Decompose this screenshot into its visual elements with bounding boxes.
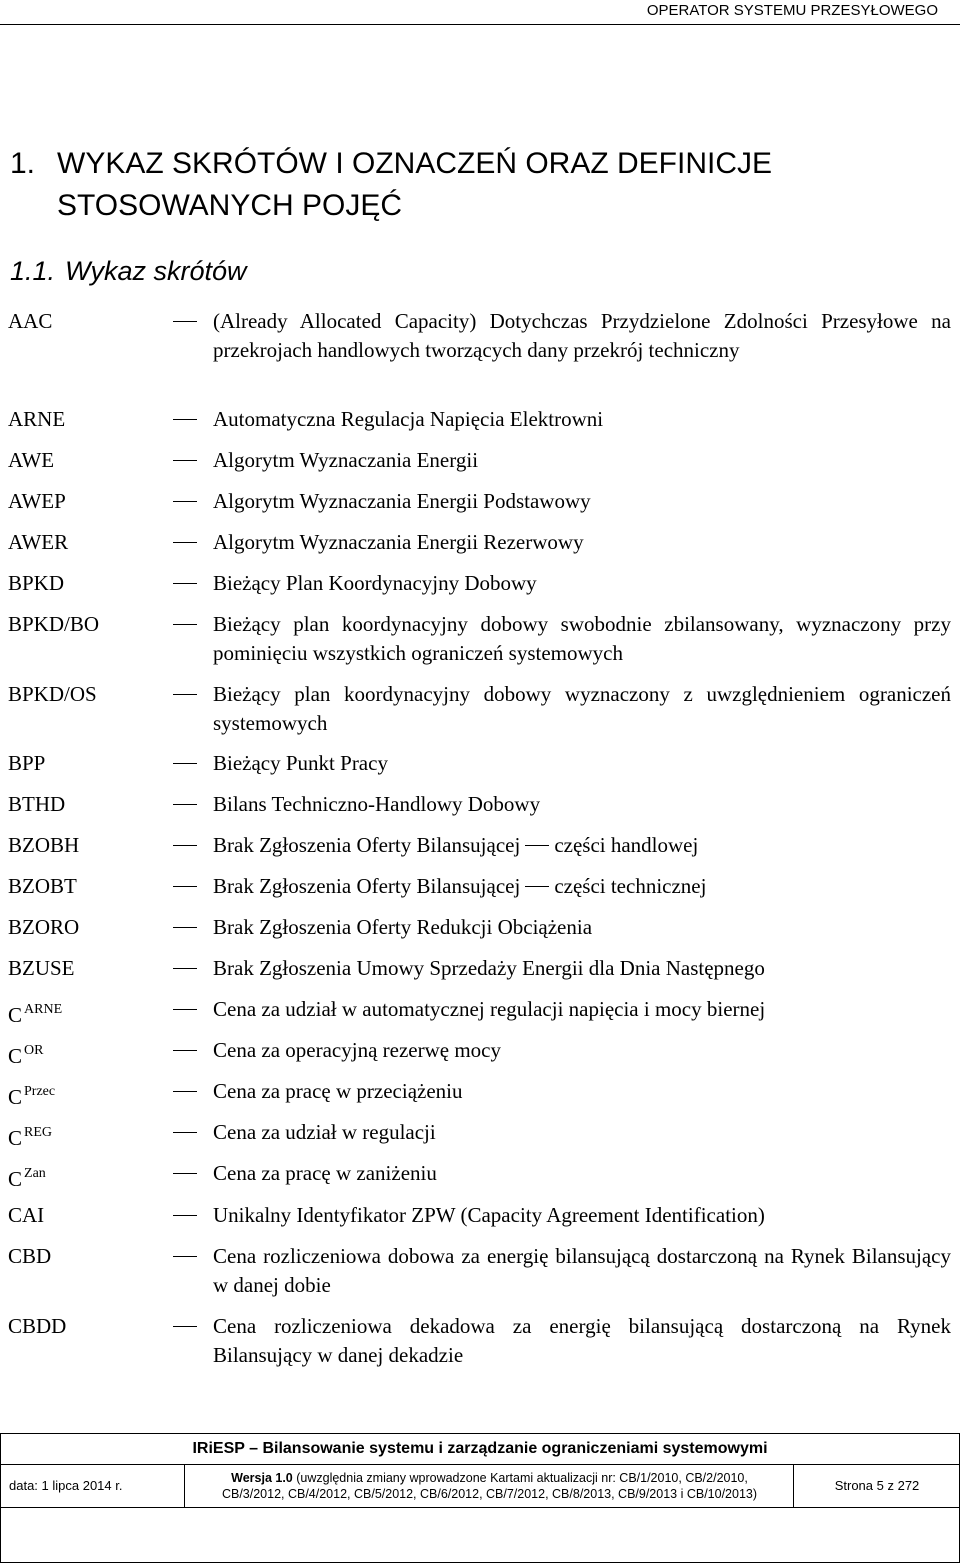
definition-part: Brak Zgłoszenia Oferty Bilansującej	[213, 833, 521, 857]
abbreviation-term: BPKD/OS	[8, 682, 97, 706]
dash-separator	[173, 886, 197, 887]
dash-separator	[173, 1009, 197, 1010]
header-title: OPERATOR SYSTEMU PRZESYŁOWEGO	[646, 2, 938, 19]
dash-separator	[173, 583, 197, 584]
abbreviation-definition: Cena za pracę w zaniżeniu	[213, 1161, 437, 1185]
version-text-1: (uwzględnia zmiany wprowadzone Kartami aktualizacji nr: CB/1/2010, CB/2/2010,	[292, 1471, 748, 1485]
abbreviation-term: AWEP	[8, 489, 66, 513]
dash-separator	[173, 804, 197, 805]
abbreviation-term: BZOBH	[8, 833, 80, 857]
abbreviation-superscript: ARNE	[24, 1002, 63, 1017]
abbreviation-definition: Algorytm Wyznaczania Energii Podstawowy	[213, 489, 591, 513]
abbreviation-term: BPKD	[8, 571, 65, 595]
abbreviation-definition	[213, 831, 951, 860]
abbreviation-definition: Bilans Techniczno-Handlowy Dobowy	[213, 792, 541, 816]
abbreviation-term: C $^{Zan}$	[8, 1166, 46, 1191]
version-text-2: CB/3/2012, CB/4/2012, CB/5/2012, CB/6/2012, CB/7/2012, CB/8/2013, CB/9/2013 i CB/10/2013)	[221, 1487, 758, 1501]
abbreviation-term: AWER	[8, 530, 69, 554]
abbreviation-definition: Cena rozliczeniowa dobowa za energię bilansującą dostarczoną na Rynek Bilansujący w danej dobie	[213, 1244, 951, 1297]
abbreviation-definition: Cena za pracę w przeciążeniu	[213, 1079, 463, 1103]
abbreviation-term: C $^{OR}$	[8, 1043, 44, 1068]
footer-version	[186, 1465, 794, 1507]
abbreviation-term: BTHD	[8, 792, 66, 816]
page-footer	[0, 1433, 960, 1563]
abbreviation-term: AWE	[8, 448, 55, 472]
dash-separator	[173, 1215, 197, 1216]
abbreviation-term: BZORO	[8, 915, 80, 939]
abbreviation-term: C $^{ARNE}$	[8, 1002, 63, 1027]
abbreviation-definition: Algorytm Wyznaczania Energii	[213, 448, 479, 472]
footer-divider	[1, 1507, 959, 1508]
abbreviation-term: BPKD/BO	[8, 612, 100, 636]
abbreviation-definition: Unikalny Identyfikator ZPW (Capacity Agreement Identification)	[213, 1203, 765, 1227]
abbreviation-term: C $^{REG}$	[8, 1125, 53, 1150]
abbreviation-definition: Cena za udział w automatycznej regulacji napięcia i mocy biernej	[213, 997, 766, 1021]
abbreviation-definition: Brak Zgłoszenia Umowy Sprzedaży Energii dla Dnia Następnego	[213, 956, 765, 980]
abbreviation-term: CBDD	[8, 1314, 67, 1338]
dash-separator	[173, 321, 197, 322]
dash-separator	[173, 624, 197, 625]
dash-separator	[173, 968, 197, 969]
dash-separator	[173, 460, 197, 461]
abbreviation-definition: Algorytm Wyznaczania Energii Rezerwowy	[213, 530, 584, 554]
footer-date: data: 1 lipca 2014 r.	[1, 1465, 185, 1507]
dash-separator	[173, 1173, 197, 1174]
inline-dash	[525, 845, 549, 846]
page-number: Strona 5 z 272	[834, 1478, 920, 1493]
dash-separator	[173, 763, 197, 764]
abbreviation-term: C $^{Przec}$	[8, 1084, 56, 1109]
dash-separator	[173, 1326, 197, 1327]
version-label: Wersja 1.0	[231, 1471, 293, 1485]
abbreviation-definition: Automatyczna Regulacja Napięcia Elektrowni	[213, 407, 604, 431]
abbreviation-term: BPP	[8, 751, 46, 775]
section-heading	[10, 143, 910, 227]
abbreviation-definition: Bieżący plan koordynacyjny dobowy wyznaczony z uwzględnieniem ograniczeń systemowych	[213, 682, 951, 735]
section-title-line2: STOSOWANYCH POJĘĆ	[57, 189, 403, 222]
dash-separator	[173, 1050, 197, 1051]
abbreviation-definition: Bieżący plan koordynacyjny dobowy swobodnie zbilansowany, wyznaczony przy pominięciu wszystkich ograniczeń systemowych	[213, 612, 951, 665]
abbreviation-term: ARNE	[8, 407, 66, 431]
abbreviation-term: BZUSE	[8, 956, 75, 980]
abbreviation-term: AAC	[8, 309, 53, 333]
definition-part: części technicznej	[554, 874, 707, 898]
abbreviation-definition: Cena za udział w regulacji	[213, 1120, 436, 1144]
dash-separator	[173, 845, 197, 846]
section-number: 1.	[10, 147, 36, 180]
dash-separator	[173, 1256, 197, 1257]
footer-title: IRiESP – Bilansowanie systemu i zarządzanie ograniczeniami systemowymi	[1, 1434, 959, 1465]
abbreviation-definition: Bieżący Punkt Pracy	[213, 751, 388, 775]
abbreviation-superscript: Przec	[24, 1084, 56, 1099]
subsection-title: Wykaz skrótów	[65, 256, 247, 286]
abbreviation-definition: Bieżący Plan Koordynacyjny Dobowy	[213, 571, 537, 595]
subsection-number: 1.1.	[10, 256, 56, 286]
definition-part: Brak Zgłoszenia Oferty Bilansującej	[213, 874, 521, 898]
inline-dash	[525, 886, 549, 887]
dash-separator	[173, 419, 197, 420]
abbreviation-definition	[213, 872, 951, 901]
abbreviation-definition: Cena rozliczeniowa dekadowa za energię bilansującą dostarczoną na Rynek Bilansujący w danej dekadzie	[213, 1314, 951, 1367]
subsection-heading	[10, 254, 247, 288]
running-header	[0, 0, 960, 25]
abbreviation-superscript: OR	[24, 1043, 44, 1058]
abbreviation-superscript: REG	[24, 1125, 53, 1140]
abbreviation-definition: Brak Zgłoszenia Oferty Redukcji Obciążenia	[213, 915, 593, 939]
dash-separator	[173, 501, 197, 502]
abbreviation-term: BZOBT	[8, 874, 77, 898]
definition-part: części handlowej	[554, 833, 699, 857]
dash-separator	[173, 1091, 197, 1092]
dash-separator	[173, 542, 197, 543]
section-title-line1: WYKAZ SKRÓTÓW I OZNACZEŃ ORAZ DEFINICJE	[57, 147, 773, 180]
abbreviation-definition: (Already Allocated Capacity) Dotychczas Przydzielone Zdolności Przesyłowe na przekrojach handlowych tworzących dany przekrój techniczny	[213, 309, 951, 362]
dash-separator	[173, 1132, 197, 1133]
abbreviation-superscript: Zan	[24, 1166, 46, 1181]
abbreviation-term: CBD	[8, 1244, 52, 1268]
dash-separator	[173, 927, 197, 928]
abbreviation-term: CAI	[8, 1203, 45, 1227]
abbreviation-definition: Cena za operacyjną rezerwę mocy	[213, 1038, 501, 1062]
dash-separator	[173, 694, 197, 695]
